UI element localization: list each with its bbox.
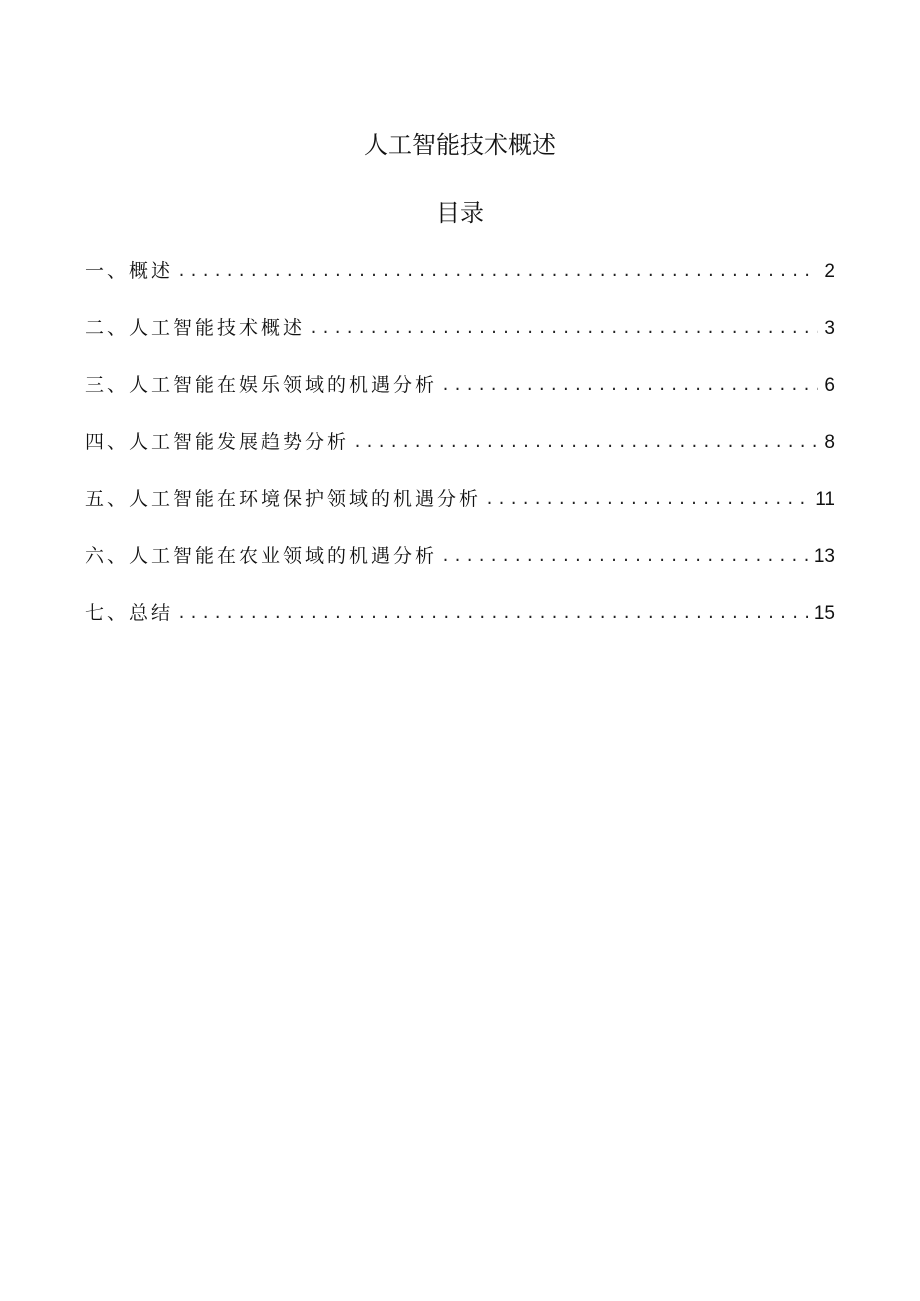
toc-entry-page: 13 — [813, 546, 835, 567]
toc-entry-5[interactable] — [85, 484, 835, 541]
toc-entry-label: 四、人工智能发展趋势分析 — [85, 431, 350, 453]
toc-entry-page: 3 — [824, 318, 835, 339]
toc-dot-leader — [485, 484, 809, 514]
toc-dot-leader — [353, 427, 818, 457]
document-title: 人工智能技术概述 — [364, 131, 556, 159]
toc-dot-leader — [177, 598, 808, 628]
toc-dot-leader — [441, 541, 808, 571]
toc-heading: 目录 — [436, 199, 484, 227]
toc-entry-page: 6 — [824, 375, 835, 396]
toc-entry-page: 15 — [813, 603, 835, 624]
toc-dot-leader — [441, 370, 818, 400]
toc-entry-label: 六、人工智能在农业领域的机遇分析 — [85, 545, 438, 567]
toc-entry-label: 七、总结 — [85, 602, 174, 624]
table-of-contents — [85, 256, 835, 655]
toc-dot-leader — [309, 313, 818, 343]
toc-entry-label: 二、人工智能技术概述 — [85, 317, 306, 339]
toc-dot-leader — [177, 256, 818, 286]
toc-entry-1[interactable] — [85, 256, 835, 313]
toc-entry-3[interactable] — [85, 370, 835, 427]
toc-entry-label: 一、概述 — [85, 260, 174, 282]
toc-entry-page: 2 — [824, 261, 835, 282]
toc-entry-page: 11 — [815, 489, 835, 510]
toc-entry-7[interactable] — [85, 598, 835, 655]
toc-entry-label: 五、人工智能在环境保护领域的机遇分析 — [85, 488, 482, 510]
toc-entry-label: 三、人工智能在娱乐领域的机遇分析 — [85, 374, 438, 396]
toc-entry-6[interactable] — [85, 541, 835, 598]
toc-entry-page: 8 — [824, 432, 835, 453]
toc-entry-2[interactable] — [85, 313, 835, 370]
toc-entry-4[interactable] — [85, 427, 835, 484]
